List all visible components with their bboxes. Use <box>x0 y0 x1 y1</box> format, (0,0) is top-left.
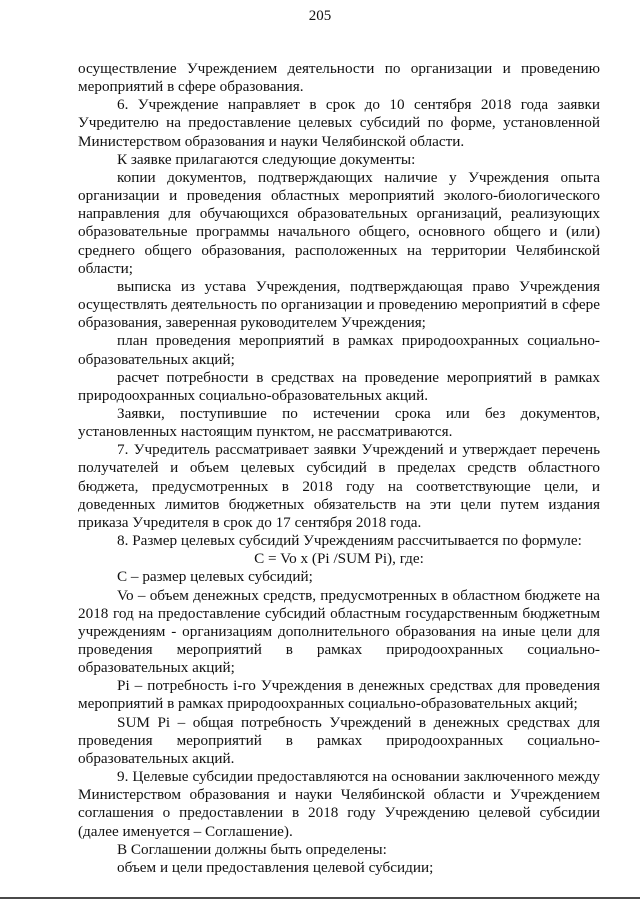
paragraph-agreement-heading: В Соглашении должны быть определены: <box>117 840 387 858</box>
paragraph-item-6: 6. Учреждение направляет в срок до 10 сентября 2018 года заявки Учредителю на предоставление целевых субсидий по форме, установленной Министерством образования и науки Челябинской области. <box>78 96 600 150</box>
paragraph-doc-calculation: расчет потребности в средствах на проведение мероприятий в рамках природоохранных социально-образовательных акций. <box>78 368 600 404</box>
paragraph-doc-plan: план проведения мероприятий в рамках природоохранных социально-образовательных акций; <box>78 332 600 368</box>
document-body <box>78 60 600 877</box>
paragraph-doc-charter: выписка из устава Учреждения, подтверждающая право Учреждения осуществлять деятельность по организации и проведению мероприятий в сфере образования, заверенная руководителем Учреждения; <box>78 277 600 332</box>
paragraph-agreement-volume: объем и цели предоставления целевой субсидии; <box>117 858 434 876</box>
formula: C = Vo x (Pi /SUM Pi), где: <box>254 550 424 568</box>
paragraph-item-7: 7. Учредитель рассматривает заявки Учреждений и утверждает перечень получателей и объем целевых субсидий в пределах средств областного бюджета, предусмотренных в 2018 году на соответствующие цели, и доведенных лимитов бюджетных обязательств на эти цели путем издания приказа Учредителя в срок до 17 сентября 2018 года. <box>78 441 600 531</box>
paragraph-documents-heading: К заявке прилагаются следующие документы: <box>117 150 416 168</box>
paragraph-intro: осуществление Учреждением деятельности по организации и проведению мероприятий в сфере образования. <box>78 60 600 96</box>
paragraph-late-applications: Заявки, поступившие по истечении срока или без документов, установленных настоящим пунктом, не рассматриваются. <box>78 404 600 441</box>
page-number: 205 <box>308 8 332 24</box>
paragraph-def-vo: Vo – объем денежных средств, предусмотренных в областном бюджете на 2018 год на предоставление субсидий областным государственным бюджетным учреждениям - организациям дополнительного образования на иные цели для проведения мероприятий в рамках природоохранных социально-образовательных акций; <box>78 586 600 677</box>
paragraph-def-c: C – размер целевых субсидий; <box>117 568 313 586</box>
paragraph-def-sum-pi: SUM Pi – общая потребность Учреждений в денежных средствах для проведения мероприятий в рамках природоохранных социально-образовательных акций. <box>78 713 600 767</box>
bottom-divider <box>0 897 640 899</box>
paragraph-def-pi: Pi – потребность i-го Учреждения в денежных средствах для проведения мероприятий в рамках природоохранных социально-образовательных акций; <box>78 677 600 713</box>
paragraph-item-8: 8. Размер целевых субсидий Учреждениям рассчитывается по формуле: <box>117 532 582 550</box>
paragraph-doc-copies: копии документов, подтверждающих наличие у Учреждения опыта организации и проведения областных мероприятий эколого-биологического направления для обучающихся образовательных организаций, реализующих образовательные программы начального общего, основного общего и (или) среднего общего образования, расположенных на территории Челябинской области; <box>78 168 600 277</box>
paragraph-item-9: 9. Целевые субсидии предоставляются на основании заключенного между Министерством образования и науки Челябинской области и Учреждением соглашения о предоставлении в 2018 году Учреждению целевой субсидии (далее именуется – Соглашение). <box>78 768 600 840</box>
